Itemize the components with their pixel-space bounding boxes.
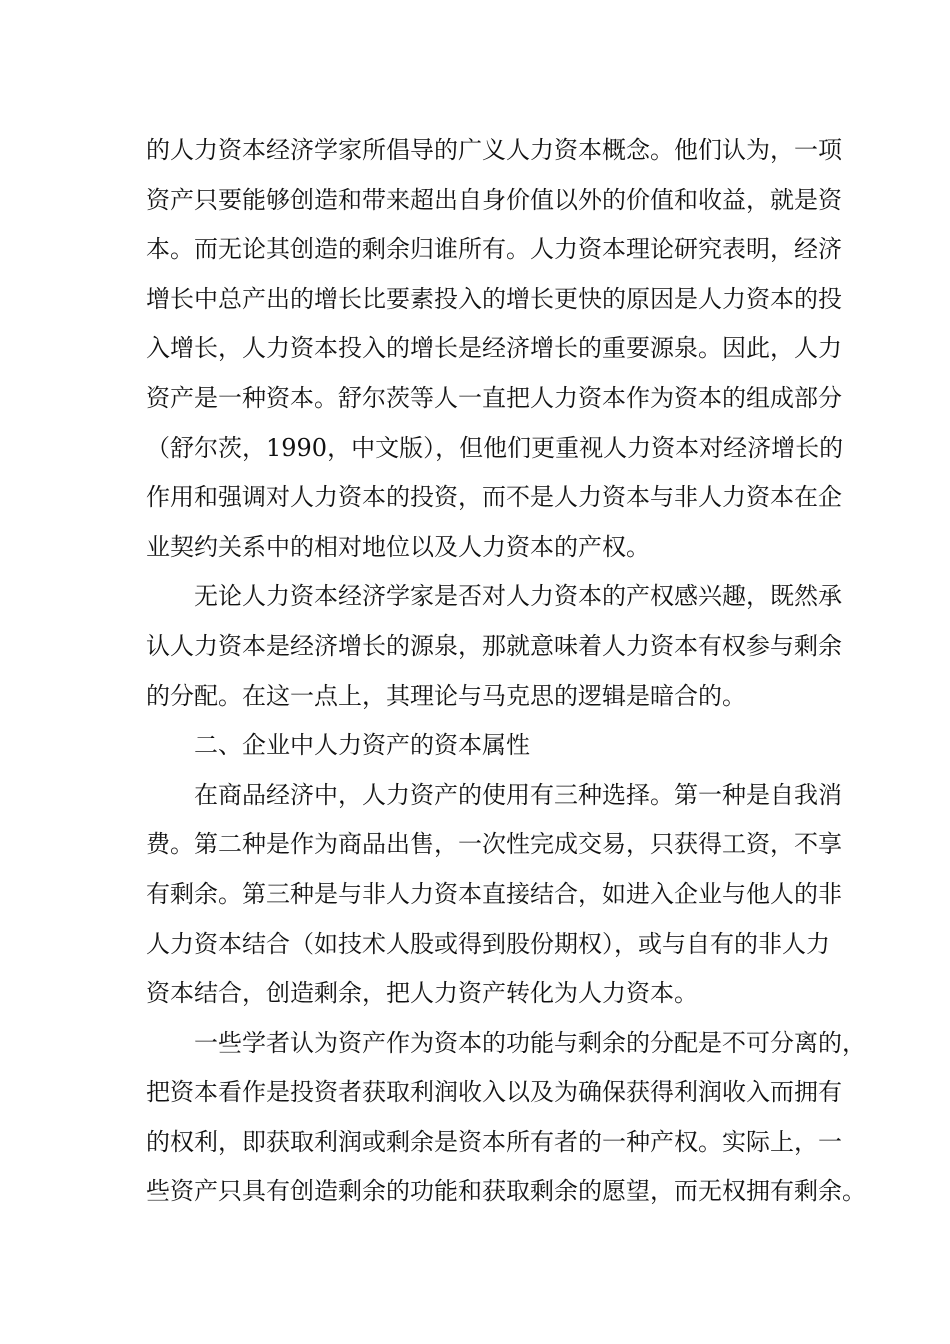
- text-line: 的人力资本经济学家所倡导的广义人力资本概念。他们认为，一项: [146, 136, 842, 164]
- section-heading: [146, 721, 806, 771]
- text-line: 些资产只具有创造剩余的功能和获取剩余的愿望，而无权拥有剩余。: [146, 1177, 866, 1206]
- section-heading-text: 二、企业中人力资产的资本属性: [194, 731, 530, 760]
- paragraph: [146, 1019, 866, 1217]
- text-line: 有剩余。第三种是与非人力资本直接结合，如进入企业与他人的非: [146, 879, 842, 908]
- text-line: 资产是一种资本。舒尔茨等人一直把人力资本作为资本的组成部分: [146, 383, 842, 412]
- text-line: 认人力资本是经济增长的源泉，那就意味着人力资本有权参与剩余: [146, 631, 842, 660]
- text-line: 的分配。在这一点上，其理论与马克思的逻辑是暗合的。: [146, 681, 746, 710]
- text-line: 增长中总产出的增长比要素投入的增长更快的原因是人力资本的投: [146, 284, 842, 313]
- text-line: 无论人力资本经济学家是否对人力资本的产权感兴趣，既然承: [194, 582, 842, 611]
- text-line: 资本结合，创造剩余，把人力资产转化为人力资本。: [146, 979, 698, 1008]
- text-line: 把资本看作是投资者获取利润收入以及为确保获得利润收入而拥有: [146, 1078, 842, 1107]
- text-line: 业契约关系中的相对地位以及人力资本的产权。: [146, 532, 650, 561]
- paragraph: [146, 126, 844, 572]
- paragraph: [146, 572, 842, 721]
- text-line: 作用和强调对人力资本的投资，而不是人力资本与非人力资本在企: [146, 483, 842, 512]
- text-line: 入增长，人力资本投入的增长是经济增长的重要源泉。因此，人力: [146, 334, 842, 363]
- text-line: 的权利，即获取利润或剩余是资本所有者的一种产权。实际上，一: [146, 1127, 842, 1156]
- text-line: （舒尔茨，1990，中文版），但他们更重视人力资本对经济增长的: [146, 433, 844, 462]
- paragraph: [146, 771, 842, 1019]
- text-line: 一些学者认为资产作为资本的功能与剩余的分配是不可分离的，: [194, 1028, 866, 1057]
- text-line: 本。而无论其创造的剩余归谁所有。人力资本理论研究表明，经济: [146, 235, 842, 264]
- text-line: 人力资本结合（如技术人股或得到股份期权），或与自有的非人力: [146, 929, 830, 958]
- document-body: [146, 126, 866, 1217]
- text-line: 在商品经济中，人力资产的使用有三种选择。第一种是自我消: [194, 780, 842, 809]
- text-line: 费。第二种是作为商品出售，一次性完成交易，只获得工资，不享: [146, 830, 842, 859]
- text-line: 资产只要能够创造和带来超出自身价值以外的价值和收益，就是资: [146, 185, 842, 214]
